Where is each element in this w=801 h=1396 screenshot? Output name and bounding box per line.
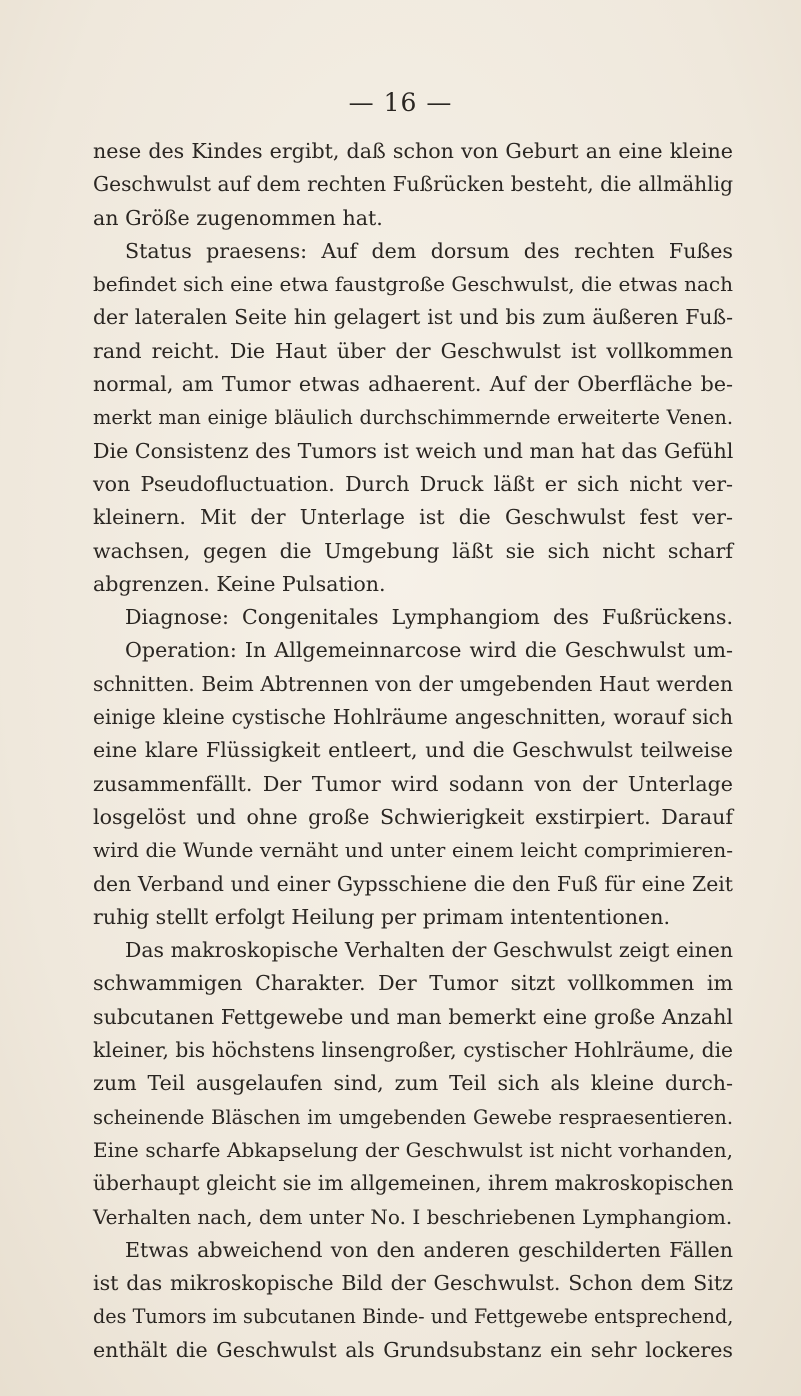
text-line: Das makroskopische Verhalten der Geschwulst zeigt einen — [125, 938, 733, 963]
text-line: enthält die Geschwulst als Grundsubstanz ein sehr lockeres — [93, 1337, 733, 1362]
text-line: Die Consistenz des Tumors ist weich und man hat das Gefühl — [93, 438, 734, 463]
text-line: einige kleine cystische Hohlräume angeschnitten, worauf sich — [93, 705, 733, 730]
text-line: den Verband und einer Gypsschiene die den Fuß für eine Zeit — [93, 871, 733, 896]
text-line: befindet sich eine etwa faustgroße Geschwulst, die etwas nach — [93, 272, 733, 297]
text-line: wachsen, gegen die Umgebung läßt sie sich nicht scharf — [93, 538, 733, 563]
text-line: schnitten. Beim Abtrennen von der umgebenden Haut werden — [93, 671, 733, 696]
text-line: Geschwulst auf dem rechten Fußrücken besteht, die allmählig — [93, 172, 733, 197]
text-line: Eine scharfe Abkapselung der Geschwulst ist nicht vorhanden, — [93, 1137, 733, 1162]
text-line: Operation: In Allgemeinnarcose wird die Geschwulst um- — [125, 638, 733, 663]
text-line: scheinende Bläschen im umgebenden Gewebe respraesentieren. — [93, 1105, 733, 1129]
text-line: rand reicht. Die Haut über der Geschwulst ist vollkommen — [93, 338, 733, 363]
text-line: ist das mikroskopische Bild der Geschwulst. Schon dem Sitz — [93, 1271, 733, 1296]
text-line: losgelöst und ohne große Schwierigkeit exstirpiert. Darauf — [93, 804, 733, 829]
text-line: wird die Wunde vernäht und unter einem leicht comprimieren- — [93, 838, 733, 863]
text-line: Diagnose: Congenitales Lymphangiom des Fußrückens. — [125, 605, 733, 630]
text-line: schwammigen Charakter. Der Tumor sitzt vollkommen im — [93, 971, 733, 996]
text-line: der lateralen Seite hin gelagert ist und bis zum äußeren Fuß- — [93, 305, 733, 330]
text-line: nese des Kindes ergibt, daß schon von Geburt an eine kleine — [93, 139, 733, 163]
text-line: abgrenzen. Keine Pulsation. — [93, 571, 386, 596]
text-line: Verhalten nach, dem unter No. I beschriebenen Lymphangiom. — [93, 1204, 733, 1229]
text-line: des Tumors im subcutanen Binde- und Fettgewebe entsprechend, — [93, 1305, 734, 1329]
text-line: zusammenfällt. Der Tumor wird sodann von der Unterlage — [93, 771, 733, 796]
body-text — [93, 135, 733, 1367]
text-line: zum Teil ausgelaufen sind, zum Teil sich als kleine durch- — [93, 1071, 733, 1096]
text-line: eine klare Flüssigkeit entleert, und die Geschwulst teilweise — [93, 738, 733, 763]
text-line: Etwas abweichend von den anderen geschilderten Fällen — [125, 1237, 733, 1262]
text-line: Status praesens: Auf dem dorsum des rechten Fußes — [125, 238, 733, 263]
page-number: — 16 — — [348, 88, 453, 117]
text-line: ruhig stellt erfolgt Heilung per primam intententionen. — [93, 904, 671, 929]
text-line: von Pseudofluctuation. Durch Druck läßt er sich nicht ver- — [93, 471, 733, 496]
text-line: überhaupt gleicht sie im allgemeinen, ihrem makroskopischen — [93, 1171, 734, 1196]
text-line: subcutanen Fettgewebe und man bemerkt eine große Anzahl — [93, 1004, 733, 1029]
text-line: kleiner, bis höchstens linsengroßer, cystischer Hohlräume, die — [93, 1038, 733, 1063]
text-line: merkt man einige bläulich durchschimmernde erweiterte Venen. — [93, 406, 733, 430]
text-line: kleinern. Mit der Unterlage ist die Geschwulst fest ver- — [93, 505, 733, 530]
text-line: an Größe zugenommen hat. — [93, 205, 383, 230]
text-line: normal, am Tumor etwas adhaerent. Auf der Oberfläche be- — [93, 372, 733, 397]
